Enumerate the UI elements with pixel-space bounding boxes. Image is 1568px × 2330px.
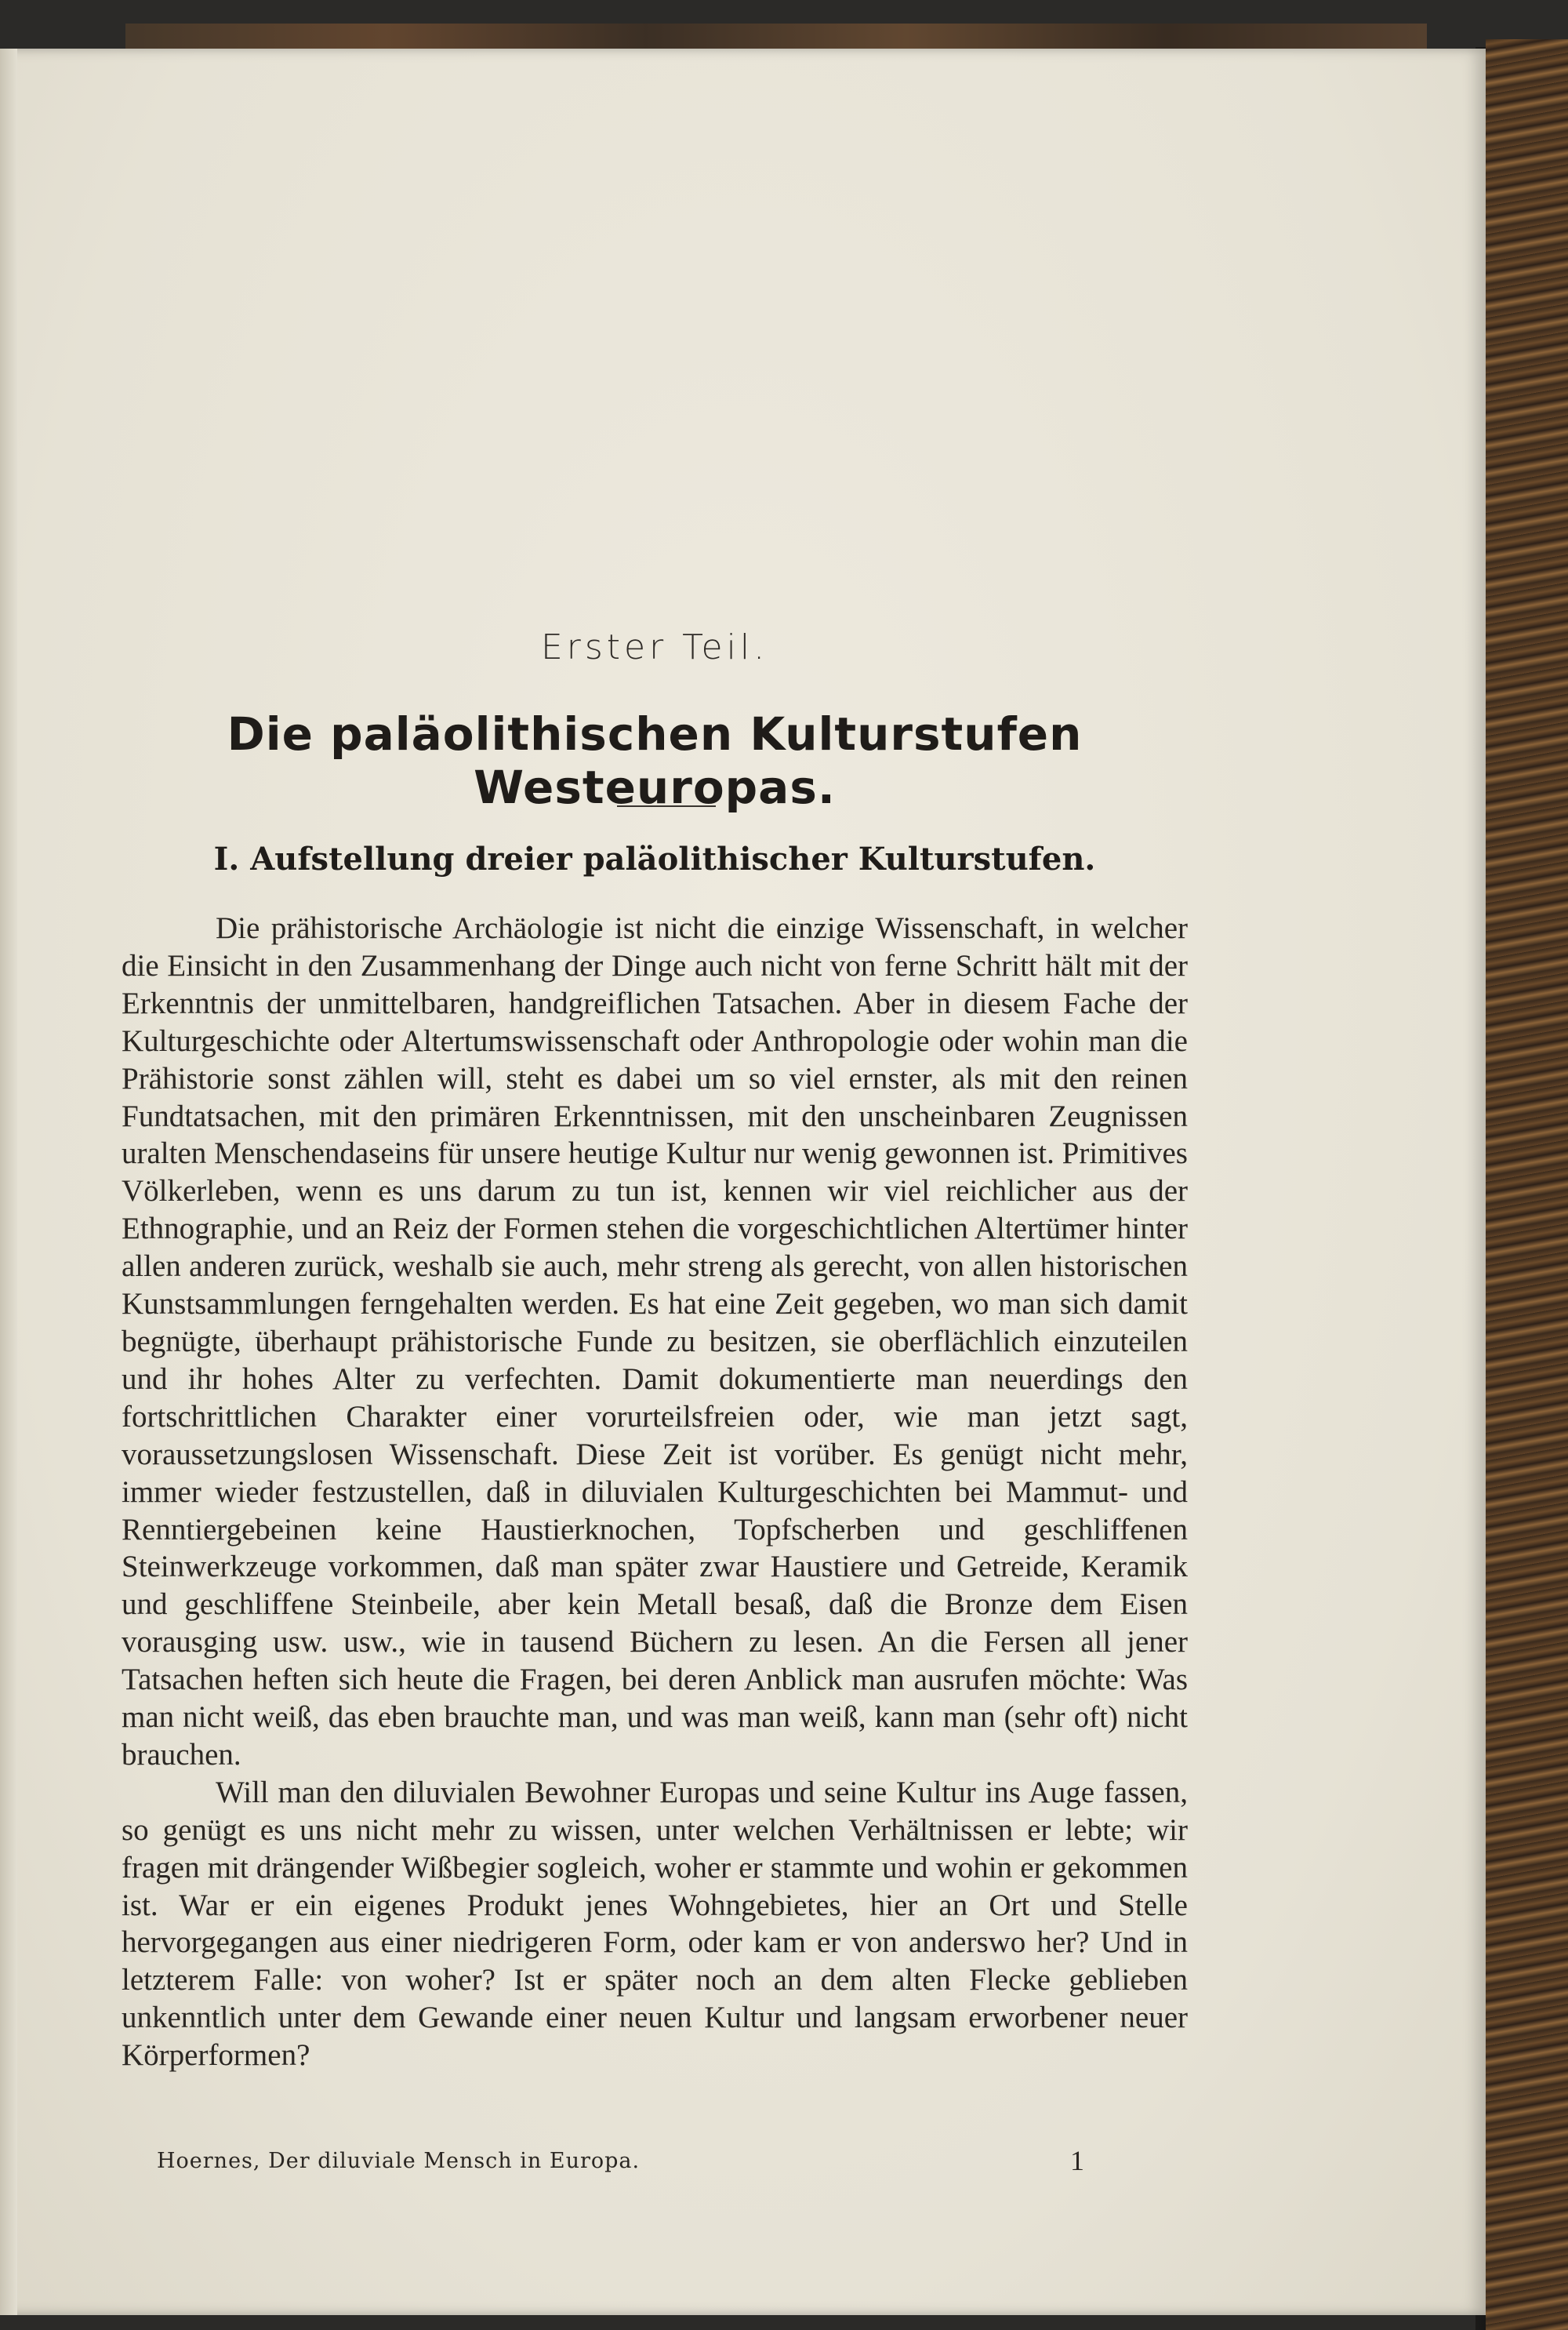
chapter-title: I. Aufstellung dreier paläolithischer Kulturstufen. [213,841,1096,878]
title-divider [617,805,716,807]
footer-author-line: Hoernes, Der diluviale Mensch in Europa. [157,2149,641,2173]
page-sheet [0,49,1486,2315]
page-left-edge [0,49,17,2315]
part-label: Erster Teil. [540,627,769,667]
paragraph: Die prähistorische Archäologie ist nicht die einzige Wissenschaft, in welcher die Einsicht in den Zusammenhang der Dinge auch nicht von ferne Schritt hält mit der Erkenntnis der unmittelbaren, handgreiflichen Tatsachen. Aber in diesem Fache der Kulturgeschichte oder Altertumswissenschaft oder Anthropologie oder wohin man die Prähistorie sonst zählen will, steht es dabei um so viel ernster, als mit den reinen Fundtatsachen, mit den primären Erkenntnissen, mit den unscheinbaren Zeugnissen uralten Menschendaseins für unsere heutige Kultur nur wenig gewonnen ist. Primitives Völkerleben, wenn es uns darum zu tun ist, kennen wir viel reichlicher aus der Ethnographie, und an Reiz der Formen stehen die vorgeschichtlichen Altertümer hinter allen anderen zurück, weshalb sie auch, mehr streng als gerecht, von allen historischen Kunstsammlungen ferngehalten werden. Es hat eine Zeit gegeben, wo man sich damit begnügte, überhaupt prähistorische Funde zu besitzen, sie oberflächlich einzuteilen und ihr hohes Alter zu verfechten. Damit dokumentierte man neuerdings den fortschrittlichen Charakter einer vorurteilsfreien oder, wie man jetzt sagt, voraussetzungslosen Wissenschaft. Diese Zeit ist vorüber. Es genügt nicht mehr, immer wieder festzustellen, daß in diluvialen Kulturgeschichten bei Mammut- und Renntiergebeinen keine Haustierknochen, Topfscherben und geschliffenen Steinwerkzeuge vorkommen, daß man später zwar Haustiere und Getreide, Keramik und geschliffene Steinbeile, aber kein Metall besaß, daß die Bronze dem Eisen vorausging usw. usw., wie in tausend Büchern zu lesen. An die Fersen all jener Tatsachen heften sich heute die Fragen, bei deren Anblick man ausrufen möchte: Was man nicht weiß, das eben brauchte man, und was man weiß, kann man (sehr oft) nicht brauchen. [122,911,1188,1772]
book-cover-edge [1486,39,1568,2330]
main-title: Die paläolithischen Kulturstufen Westeuropas. [227,707,1083,814]
book-top-edge [125,24,1427,52]
body-text [122,910,1188,2074]
paragraph: Will man den diluvialen Bewohner Europas und seine Kultur ins Auge fassen, so genügt es uns nicht mehr zu wissen, unter welchen Verhältnissen er lebte; wir fragen mit drängender Wißbegier sogleich, woher er stammte und wohin er gekommen ist. War er ein eigenes Produkt jenes Wohngebietes, hier an Ort und Stelle hervorgegangen aus einer niedrigeren Form, oder kam er von anderswo her? Und in letzterem Falle: von woher? Ist er später noch an dem alten Flecke geblieben unkenntlich unter dem Gewande einer neuen Kultur und langsam erworbener neuer Körperformen? [122,1775,1188,2073]
page-number: 1 [1070,2145,1084,2176]
